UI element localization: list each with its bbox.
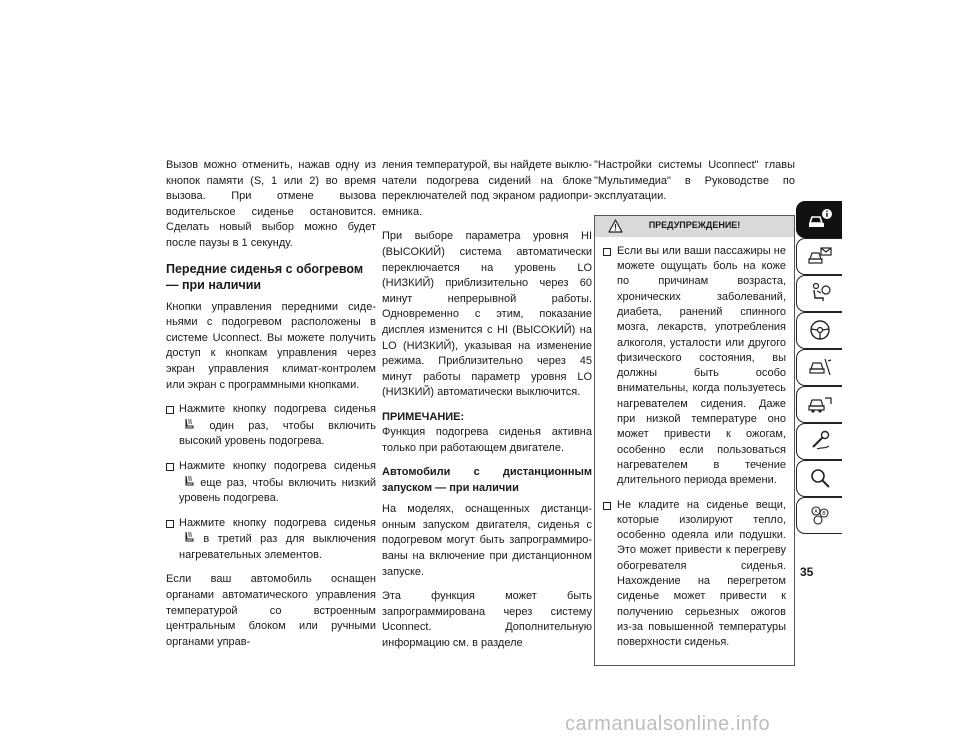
page-number: 35 [800,565,814,579]
tab-maintenance[interactable] [796,423,842,460]
airbag-seat-icon [807,281,833,305]
switches-paragraph: ления температурой, вы найдете выключатели подогрева сидений на блоке переключателей под экраном радиоприемника. [382,159,592,218]
list-item: Если вы или ваши пассажиры не можете ощущать боль на коже по причинам возраста, хронических заболеваний, диабета, ранений спинного мозга, лекарств, употребления алкоголя, усталости или другого физического состояния, вы должны быть особо внимательны, когда пользуетесь нагревателем сидения. Даже при низкой температуре оно может привести к ожогам, особенно если пользоваться нагревателем в течение длительного периода времени. [603,244,786,489]
list-item: Нажмите кнопку подогрева сиденья один раз, чтобы включить высокий уровень подогрева. [166,402,376,450]
warning-title: ПРЕДУПРЕЖДЕНИЕ! [648,220,741,231]
car-service-icon [807,392,833,416]
car-info-icon [807,207,833,231]
svg-text:B: B [821,511,826,518]
car-road-icon [807,355,833,379]
list-item: Нажмите кнопку подогрева сиденья в третий раз для выключения нагревательных элементов. [166,516,376,564]
watermark: carmanualsonline.info [565,713,771,735]
column-3 [594,158,795,666]
steering-wheel-icon [807,318,833,342]
column-2 [382,158,592,661]
remote-start-paragraph: На моделях, оснащенных дистанционным запуском двигателя, сиденья с подогревом могут быть запрограммированы на включение при дистанционном запуске. [382,503,592,578]
wrench-car-icon [807,429,833,453]
search-icon [807,466,833,490]
car-envelope-icon [807,244,833,268]
tab-road[interactable] [796,349,842,386]
tab-driving[interactable] [796,312,842,349]
tab-index[interactable] [796,460,842,497]
bullet-box-icon [603,248,611,256]
intro-paragraph: Вызов можно отменить, нажав одну из кнопок памяти (S, 1 или 2) во время вызова. При отмене вызова водительское сиденье остановится. Сделать новый выбор можно будет после паузы в 1 секунду. [166,159,376,249]
bullet-box-icon [603,502,611,510]
climate-paragraph: Если ваш автомобиль оснащен органами автоматического управления температурой со встроенным центральным блоком или ручными органами управ- [166,573,376,648]
hi-lo-paragraph: При выборе параметра уровня HI (ВЫСОКИЙ) система автоматически переключается на уровень LO (НИЗКИЙ) приблизительно через 60 минут непрерывной работы. Одновременно с этим, показание дисплея изменится с HI (ВЫСОКИЙ) на LO (НИЗКИЙ), указывая на изменение режима. Приблизительно через 45 минут работы параметр уровня LO (НИЗКИЙ) автоматически выключится. [382,230,592,399]
bullet-box-icon [166,520,174,528]
seat-heater-icon [183,475,195,487]
tab-getting-started[interactable] [796,238,842,275]
tab-emergency[interactable] [796,386,842,423]
seat-heater-icon [183,531,195,543]
remote-start-heading: Автомобили с дистанционным запуском — при наличии [382,466,592,494]
tab-safety[interactable] [796,275,842,312]
list-item: Не кладите на сиденье вещи, которые изолируют тепло, особенно одеяла или подушки. Это может привести к перегреву обогревателя сиденья. Нахождение на перегретом сиденье может привести к получению серьезных ожогов из-за повышенной температуры поверхности сиденья. [603,498,786,651]
column-1 [166,158,376,659]
languages-icon [807,503,833,527]
tab-languages[interactable] [796,497,842,534]
svg-text:A: A [813,509,818,516]
tab-vehicle-info[interactable] [796,201,842,238]
note-text: Функция подогрева сиденья активна только при работающем двигателе. [382,425,592,454]
seat-heater-icon [183,418,195,430]
uconnect-paragraph: Эта функция может быть запрограммирована через систему Uconnect. Дополнительную информацию см. в разделе [382,590,592,650]
chapter-tabs [796,201,842,534]
warning-triangle-icon [608,219,623,233]
bullet-box-icon [166,463,174,471]
bullet-box-icon [166,406,174,414]
note-label: ПРИМЕЧАНИЕ: [382,410,465,423]
heated-seats-heading: Передние сиденья с обогревом — при наличии [166,261,364,292]
warning-box [594,215,795,666]
heated-seats-paragraph: Кнопки управления передними сиденьями с подогревом расположены в системе Uconnect. Вы можете получить доступ к кнопкам управления через экран управления климат-контролем или экран с программными кнопками. [166,300,376,391]
settings-reference: "Настройки системы Uconnect" главы "Мультимедиа" в Руководстве по эксплуатации. [594,159,795,203]
list-item: Нажмите кнопку подогрева сиденья еще раз, чтобы включить низкий уровень подогрева. [166,459,376,507]
warning-header [595,216,794,237]
